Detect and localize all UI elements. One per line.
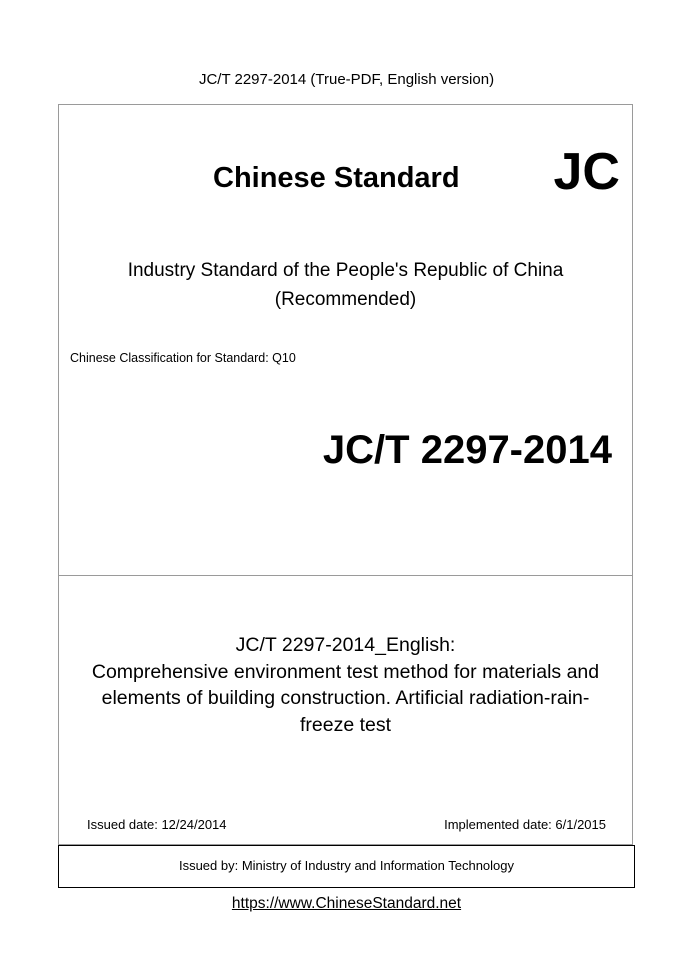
- standard-title: [59, 632, 632, 738]
- issuer-box: [58, 845, 635, 888]
- section-divider: [59, 575, 632, 576]
- implemented-date: Implemented date: 6/1/2015: [444, 817, 606, 832]
- brand-code: JC: [553, 143, 620, 201]
- footer: [0, 894, 693, 913]
- issuer-text: Issued by: Ministry of Industry and Information Technology: [178, 858, 515, 873]
- industry-standard-line: Industry Standard of the People's Republic of China: [127, 260, 564, 281]
- title-line: freeze test: [299, 713, 392, 736]
- title-line: JC/T 2297-2014_English:: [235, 634, 456, 656]
- classification-text: Chinese Classification for Standard: Q10: [70, 351, 296, 365]
- standard-number: JC/T 2297-2014: [322, 428, 612, 472]
- cover-box: [58, 104, 633, 845]
- title-line: Comprehensive environment test method for materials and: [91, 660, 600, 683]
- recommended-label: (Recommended): [274, 289, 417, 310]
- brand-title: Chinese Standard: [213, 162, 460, 194]
- title-line: elements of building construction. Artificial radiation-rain-: [101, 687, 590, 709]
- website-link[interactable]: https://www.ChineseStandard.net: [231, 895, 462, 912]
- issued-date: Issued date: 12/24/2014: [87, 817, 227, 832]
- page-header: JC/T 2297-2014 (True-PDF, English version): [198, 71, 495, 88]
